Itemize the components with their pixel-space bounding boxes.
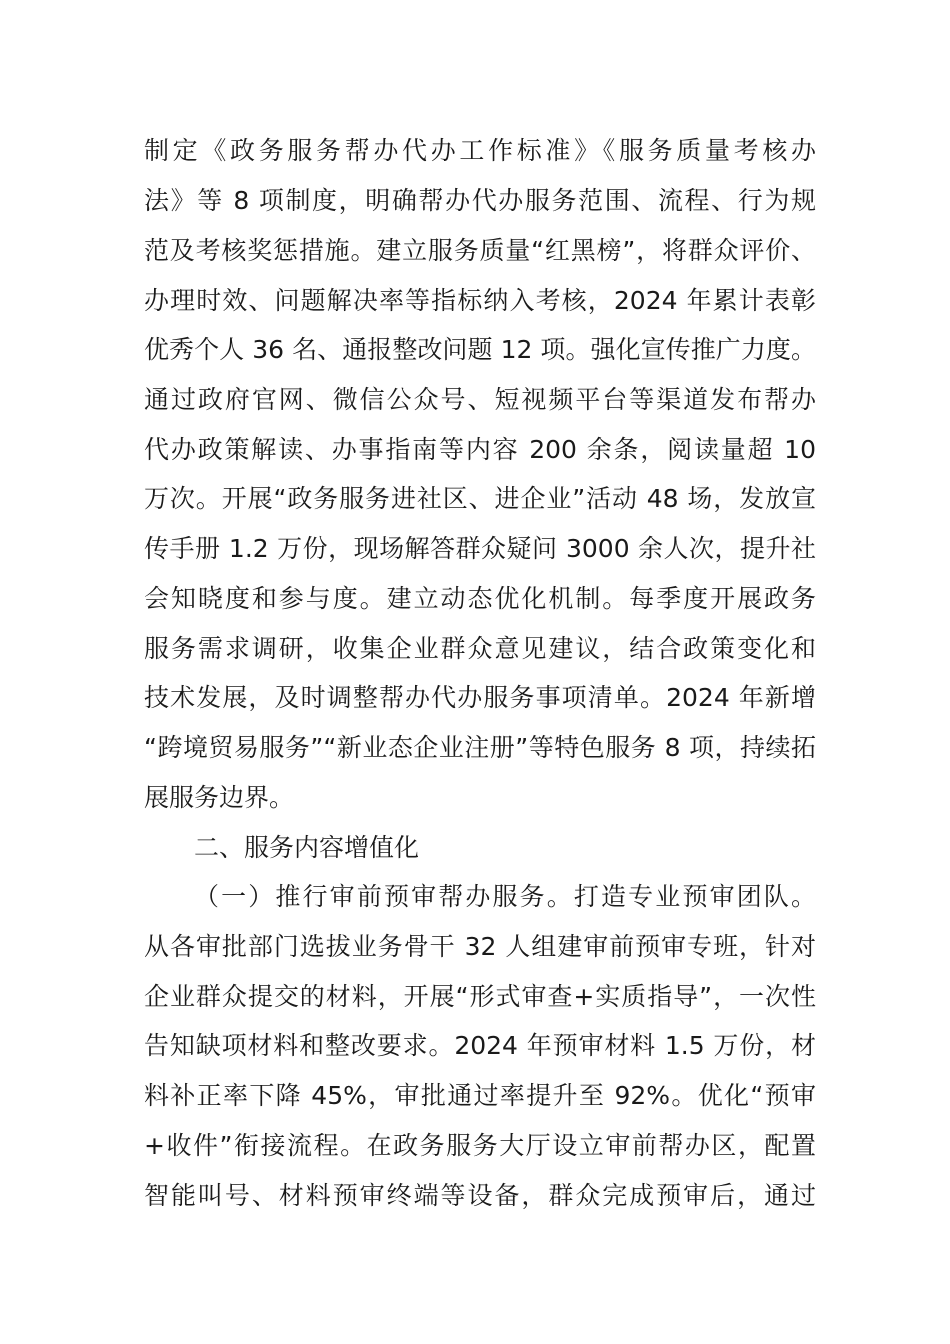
text-line: 从各审批部门选拔业务骨干 32 人组建审前预审专班，针对	[144, 932, 816, 961]
text-line: 会知晓度和参与度。建立动态优化机制。每季度开展政务	[144, 584, 816, 613]
text-line: 料补正率下降 45%，审批通过率提升至 92%。优化“预审	[144, 1081, 816, 1110]
text-line: 优秀个人 36 名、通报整改问题 12 项。强化宣传推广力度。	[144, 335, 816, 364]
text-line: 服务需求调研，收集企业群众意见建议，结合政策变化和	[144, 634, 816, 663]
text-line: 智能叫号、材料预审终端等设备，群众完成预审后，通过	[144, 1181, 816, 1210]
text-line: 通过政府官网、微信公众号、短视频平台等渠道发布帮办	[144, 385, 816, 414]
text-line: “跨境贸易服务”“新业态企业注册”等特色服务 8 项，持续拓	[144, 733, 816, 762]
text-line: 办理时效、问题解决率等指标纳入考核，2024 年累计表彰	[144, 286, 816, 315]
text-line: 法》等 8 项制度，明确帮办代办服务范围、流程、行为规	[144, 186, 816, 215]
section-heading: 二、服务内容增值化	[194, 833, 420, 862]
subsection-heading: （一）推行审前预审帮办服务。打造专业预审团队。	[194, 882, 816, 911]
text-line: 企业群众提交的材料，开展“形式审查+实质指导”，一次性	[144, 982, 816, 1011]
text-line: 告知缺项材料和整改要求。2024 年预审材料 1.5 万份，材	[144, 1031, 816, 1060]
text-line: +收件”衔接流程。在政务服务大厅设立审前帮办区，配置	[144, 1131, 816, 1160]
text-line: 技术发展，及时调整帮办代办服务事项清单。2024 年新增	[144, 683, 816, 712]
text-line: 制定《政务服务帮办代办工作标准》《服务质量考核办	[144, 136, 816, 165]
text-line: 代办政策解读、办事指南等内容 200 余条，阅读量超 10	[144, 435, 816, 464]
text-line: 传手册 1.2 万份，现场解答群众疑问 3000 余人次，提升社	[144, 534, 816, 563]
text-line: 展服务边界。	[144, 783, 295, 812]
text-line: 万次。开展“政务服务进社区、进企业”活动 48 场，发放宣	[144, 484, 816, 513]
text-line: 范及考核奖惩措施。建立服务质量“红黑榜”，将群众评价、	[144, 236, 816, 265]
